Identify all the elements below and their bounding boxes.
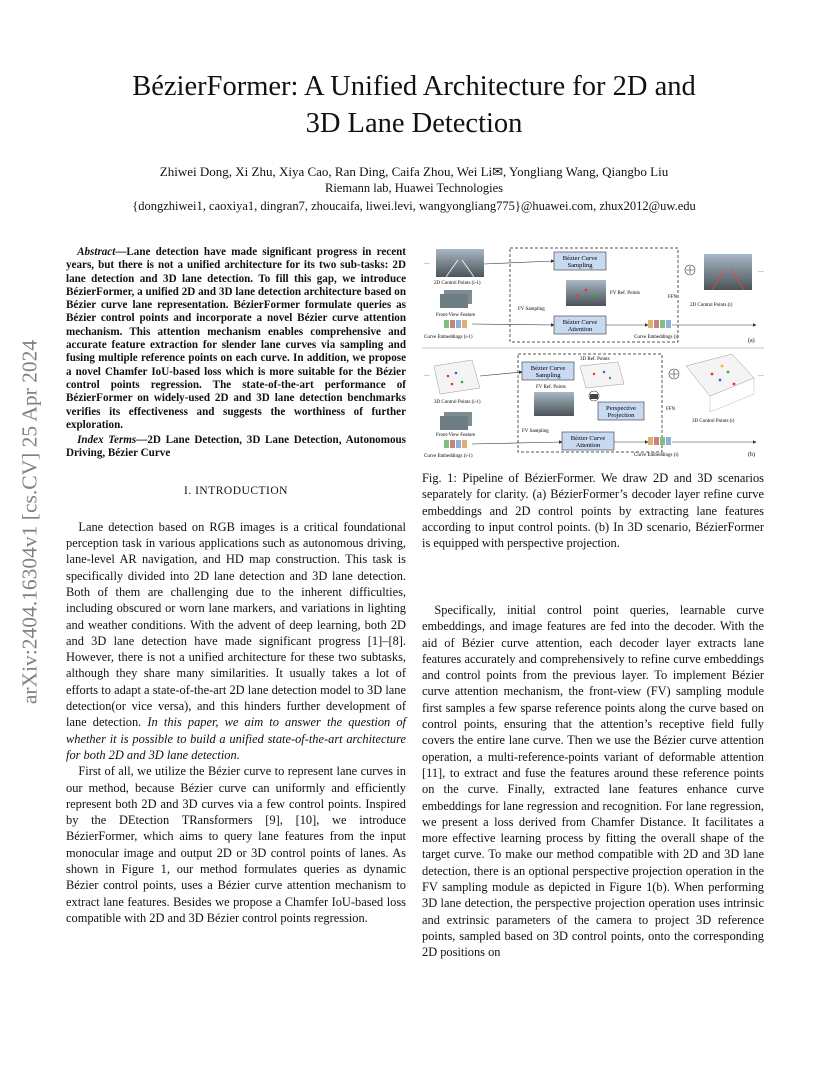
label-ctrl-2d-a: 2D Control Points (i) — [690, 303, 733, 308]
title-line-2: 3D Lane Detection — [305, 108, 523, 139]
index-terms-label: Index Terms — [77, 434, 137, 447]
label-fv-feature-a: Front-View Feature — [436, 313, 476, 318]
title-line-1: BézierFormer: A Unified Architecture for 2D and — [132, 71, 696, 102]
label-fv-ref-b: FV Ref. Points — [536, 385, 566, 390]
svg-text:Attention: Attention — [567, 326, 593, 333]
abstract — [66, 246, 406, 432]
figure-caption: Fig. 1: Pipeline of BézierFormer. We draw 2D and 3D scenarios separately for clarity. (a) BézierFormer’s decoder layer refine curve embeddings and 2D control points by extracting lane features according to input control points. (b) In 3D scenario, BézierFormer is equipped with perspective projection. — [422, 471, 764, 551]
svg-text:Sampling: Sampling — [567, 262, 593, 269]
intro-p1-italic: In this paper, we aim to answer the question of whether it is possible to build a unified state-of-the-art architecture for both 2D and 3D lane detection. — [66, 715, 406, 762]
embeddings-prev-a — [444, 320, 467, 328]
section-heading: I. INTRODUCTION — [184, 484, 288, 497]
index-terms — [66, 434, 406, 461]
svg-text:Attention: Attention — [575, 442, 601, 449]
emails: {dongzhiwei1, caoxiya1, dingran7, zhoucaifa, liwei.levi, wangyongliang775}@huawei.com, zhux2012@uw.edu — [132, 199, 696, 213]
ellipsis: … — [424, 260, 430, 266]
label-emb-a: Curve Embeddings (i) — [634, 335, 679, 340]
label-emb-b: Curve Embeddings (i) — [634, 453, 679, 458]
authors: Zhiwei Dong, Xi Zhu, Xiya Cao, Ran Ding, Caifa Zhou, Wei Li✉, Yongliang Wang, Qiangbo Liu — [159, 164, 669, 179]
svg-text:Bézier Curve: Bézier Curve — [562, 319, 598, 326]
label-ctrl-2d-prev: 2D Control Points (i-1) — [434, 281, 481, 286]
figure-1 — [422, 246, 762, 458]
intro-p1-text: Lane detection based on RGB images is a critical foundational perception task in various applications such as autonomous driving, lane-level AR navigation, and HD map construction. This task is specifically divided into 2D lane detection and 3D lane detection. Both of them are challenging due to the inherent difficulties, including obscured or worn lane markers, and variations in lighting and weather conditions. With the advent of deep learning, both 2D and 3D lane detection have made significant progress [1]–[8]. However, there is not a unified architecture for these two subtasks, although they share many similarities. It usually takes a lot of efforts to adapt a state-of-the-art 2D lane detection model to 3D lane detection(or vice versa), and this hinders further development of lane detection. — [66, 519, 406, 730]
abstract-text: —Lane detection have made significant progress in recent years, but there is not a unified architecture for its two sub-tasks: 2D lane detection and 3D lane detection. To fill this gap, we introduce BézierFormer, a unified 2D and 3D lane detection architecture based on Bézier curve lane representation. BézierFormer formulate queries as Bézier control points and incorporate a novel Bézier curve attention mechanism. This attention mechanism enables comprehensive and accurate feature extraction for slender lane curves via sampling and fusing multiple reference points on each curve. In addition, we propose a novel Chamfer IoU-based loss which is more suitable for the Bézier control points regression. The state-of-the-art performance of BézierFormer on widely-used 2D and 3D lane detection benchmarks verifies its effectiveness and suggests the worthiness of further exploration. — [66, 246, 406, 431]
svg-text:Bézier Curve: Bézier Curve — [530, 365, 566, 372]
label-ctrl-3d-prev: 3D Control Points (i-1) — [434, 400, 481, 405]
label-ffn-b: FFN — [666, 407, 676, 412]
paper-title — [60, 68, 768, 142]
embeddings-b — [648, 437, 671, 445]
index-terms-text: —2D Lane Detection, 3D Lane Detection, Autonomous Driving, Bézier Curve — [66, 434, 406, 460]
input-3d-points — [434, 360, 480, 394]
label-ref-3d: 3D Ref. Points — [580, 357, 610, 362]
affiliation: Riemann lab, Huawei Technologies — [324, 181, 503, 195]
input-image-a — [436, 249, 484, 277]
arxiv-id: arXiv:2404.16304v1 [cs.CV] 25 Apr 2024 — [17, 339, 42, 705]
label-ctrl-3d: 3D Control Points (i) — [692, 419, 735, 424]
right-column — [422, 246, 764, 551]
embeddings-a — [648, 320, 671, 328]
svg-text:…: … — [758, 268, 764, 274]
intro-paragraph-1 — [66, 519, 406, 763]
svg-text:Projection: Projection — [607, 412, 635, 419]
label-fv-ref-a: FV Ref. Points — [610, 291, 640, 296]
intro-paragraph-2: First of all, we utilize the Bézier curve to represent lane curves in our method, because Bézier curve can uniformly and efficiently represent both 2D and 3D curves via a few control points. Inspired by the DEtection TRansformers [9], [10], we introduce BézierFormer, which aims to query lane features from the input monocular image and output 2D or 3D control points of lanes. As shown in Figure 1, our method formulates queries as dynamic Bézier control points, uses a Bézier curve attention mechanism to extract lane features. Besides we propose a Chamfer IoU-based loss compatible with 2D and 3D Bézier control points regression. — [66, 764, 406, 925]
label-fv-sampling-b: FV Sampling — [522, 429, 549, 434]
svg-text:Bézier Curve: Bézier Curve — [562, 255, 598, 262]
svg-text:Bézier Curve: Bézier Curve — [570, 435, 606, 442]
label-b: (b) — [748, 452, 755, 458]
svg-text:…: … — [758, 372, 764, 378]
label-fv-feature-b: Front-View Feature — [436, 433, 476, 438]
abstract-label: Abstract — [77, 246, 116, 258]
svg-text:Perspective: Perspective — [606, 405, 636, 412]
label-emb-prev-b: Curve Embeddings (i-1) — [424, 454, 473, 458]
label-fv-sampling-a: FV Sampling — [518, 307, 545, 312]
embeddings-prev-b — [444, 440, 467, 448]
svg-text:…: … — [424, 372, 430, 378]
label-emb-prev-a: Curve Embeddings (i-1) — [424, 335, 473, 340]
label-a: (a) — [748, 338, 755, 344]
pipeline-diagram — [422, 246, 764, 458]
output-3d-points — [686, 354, 754, 412]
arxiv-stamp — [14, 282, 46, 762]
left-column — [66, 246, 406, 926]
label-ffn-a: FFN — [668, 295, 678, 300]
svg-text:Sampling: Sampling — [535, 372, 561, 379]
right-paragraph: Specifically, initial control point queries, learnable curve embeddings, and image features are fed into the decoder. With the aid of Bézier curve attention, each decoder layer extracts lane features accurately and comprehensively to refine curve embeddings and control points from the previous layer. To implement Bézier curve attention mechanism, the front-view (FV) sampling module first samples a few sparse reference points along the curve based on control points, ensuring that the attention’s receptive field fully covers the entire lane curve. Then we use the Bézier curve attention operation, a multi-reference-points variant of deformable attention [11], to extract and fuse the features around these reference points on the curve. Finally, extracted lane features enhance curve embeddings for lane regression and recognition. For lane regression, we present a loss derived from Chamfer Distance. It facilitates a more effective learning process by fitting the overall shape of the target curve. To make our method compatible with 2D and 3D lane detection, there is an optional perspective projection operation in the FV sampling module as depicted in Figure 1(b). When performing 3D lane detection, the perspective projection operation uses intrinsic and extrinsic parameters of the camera to project 3D reference points, sampled based on 3D control points, onto the corresponding 2D positions on — [422, 603, 764, 960]
